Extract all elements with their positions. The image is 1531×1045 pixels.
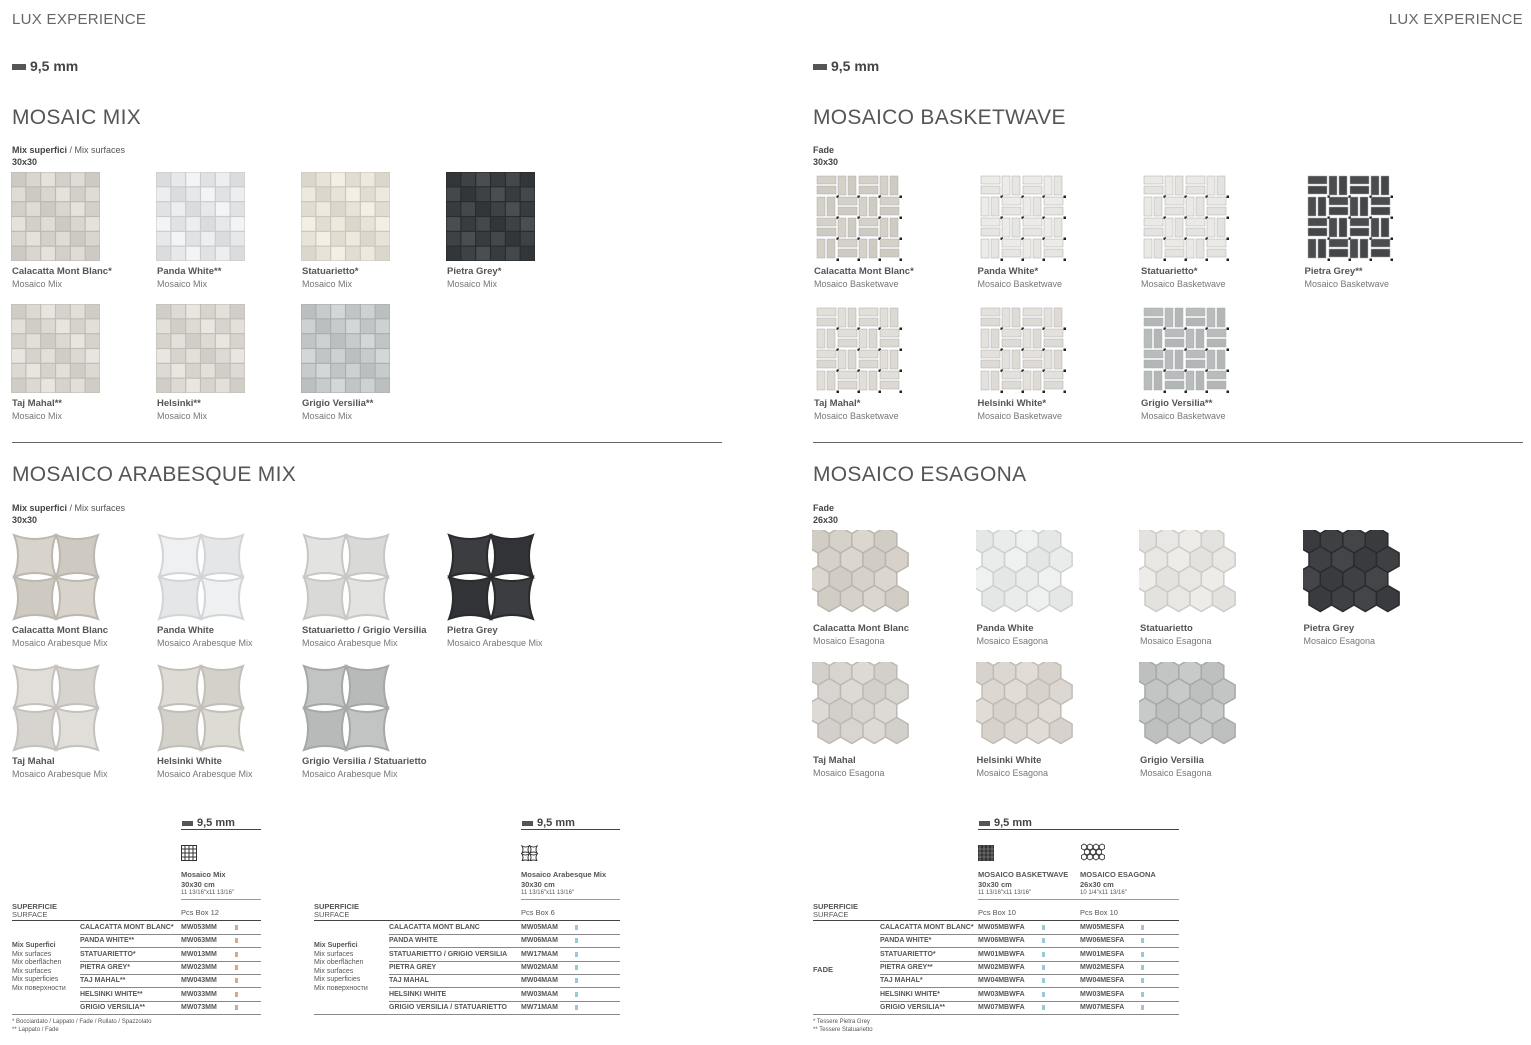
- product-desc: Mosaico Basketwave: [1141, 411, 1226, 421]
- product-name: Statuarietto*: [302, 266, 359, 277]
- product-name: Taj Mahal**: [12, 398, 62, 409]
- table-row-code: MW05MBWFA: [978, 924, 1025, 931]
- finish-swatch: [575, 965, 578, 970]
- product-name: Pietra Grey**: [1304, 266, 1363, 277]
- table3-group-label: FADE: [813, 965, 834, 974]
- table-row-code: MW05MAM: [521, 924, 558, 931]
- product-name: Helsinki White: [157, 756, 222, 767]
- product-desc: Mosaico Arabesque Mix: [12, 638, 108, 648]
- finish-swatch: [1042, 952, 1045, 957]
- product-name: Pietra Grey: [1303, 623, 1355, 634]
- finish-swatch: [575, 992, 578, 997]
- product-desc: Mosaico Arabesque Mix: [157, 769, 253, 779]
- finish-swatch: [1141, 992, 1144, 997]
- tile-swatch-arabesque-3: [446, 532, 541, 623]
- tile-swatch-arabesque-5: [156, 663, 251, 754]
- product-desc: Mosaico Esagona: [976, 636, 1049, 646]
- product-name: Grigio Versilia**: [302, 398, 374, 409]
- table-row-code: MW07MBWFA: [978, 1003, 1025, 1011]
- product-name: Pietra Grey*: [447, 266, 502, 277]
- table-row-name: TAJ MAHAL*: [880, 977, 923, 985]
- basketwave-icon: [978, 845, 994, 861]
- table-row-name: HELSINKI WHITE: [389, 990, 447, 998]
- product-desc: Mosaico Mix: [157, 411, 208, 421]
- table1-surface: SURFACE: [12, 910, 48, 919]
- tile-swatch-basketwave-5: [977, 304, 1072, 395]
- table2-group-label: Mix Superfici Mix surfaces Mix oberflächen Mix surfaces Mix superficies Mix поверхности: [314, 942, 368, 992]
- brand-left: LUX EXPERIENCE: [12, 11, 147, 28]
- table-row-code: MW03MAM: [521, 990, 558, 998]
- arabesque-icon: [521, 845, 538, 861]
- product-desc: Mosaico Mix: [447, 279, 498, 289]
- product-name: Calacatta Mont Blanc: [813, 623, 910, 634]
- section-sub-esagona: Fade 26x30: [813, 503, 839, 525]
- product-name: Grigio Versilia**: [1141, 398, 1213, 409]
- table2-pcs: Pcs Box 6: [521, 908, 555, 917]
- product-desc: Mosaico Arabesque Mix: [302, 638, 398, 648]
- product-desc: Mosaico Basketwave: [814, 411, 899, 421]
- product-name: Pietra Grey: [447, 625, 498, 636]
- finish-swatch: [1141, 952, 1144, 957]
- product-name: Taj Mahal: [12, 756, 55, 767]
- table-row-name: TAJ MAHAL**: [80, 977, 126, 985]
- finish-swatch: [1042, 978, 1045, 983]
- table3-product2-size-in: 10 1/4"x11 13/16": [1080, 890, 1127, 896]
- product-desc: Mosaico Esagona: [1140, 768, 1212, 778]
- tile-swatch-arabesque-2: [301, 532, 396, 623]
- table2-size-in: 11 13/16"x11 13/16": [521, 890, 575, 896]
- finish-swatch: [1042, 965, 1045, 970]
- table1-group-label: Mix Superfici Mix surfaces Mix oberflächen Mix surfaces Mix superficies Mix поверхности: [12, 942, 66, 992]
- product-desc: Mosaico Mix: [12, 279, 63, 289]
- product-name: Taj Mahal: [813, 755, 856, 766]
- table3-product2-size: 26x30 cm: [1080, 880, 1114, 889]
- tile-swatch-mosaic_mix-4: [11, 304, 106, 395]
- product-desc: Mosaico Basketwave: [977, 411, 1063, 421]
- tile-swatch-esagona-1: [976, 530, 1082, 620]
- table-row-code: MW06MAM: [521, 937, 558, 945]
- tile-swatch-esagona-5: [976, 662, 1082, 752]
- table2-surface: SURFACE: [314, 910, 350, 919]
- product-name: Panda White*: [977, 266, 1039, 277]
- tile-swatch-esagona-4: [812, 662, 918, 752]
- tile-swatch-basketwave-4: [813, 304, 908, 395]
- table-row-name: PANDA WHITE*: [880, 937, 932, 945]
- product-name: Statuarietto: [1140, 623, 1193, 634]
- table-row-name: PIETRA GREY**: [880, 963, 933, 971]
- table-row-code: MW03MESFA: [1080, 990, 1125, 998]
- table-row-name: GRIGIO VERSILIA**: [880, 1003, 945, 1011]
- product-name: Statuarietto*: [1141, 266, 1198, 277]
- table-row-name: STATUARIETTO*: [880, 950, 936, 958]
- product-name: Grigio Versilia: [1140, 755, 1204, 766]
- thickness-label-right: 9,5 mm: [813, 58, 879, 74]
- tile-swatch-esagona-6: [1139, 662, 1245, 752]
- product-name: Grigio Versilia / Statuarietto: [302, 756, 427, 767]
- table-row-code: MW043MM: [181, 977, 217, 985]
- table2-size: 30x30 cm: [521, 880, 555, 889]
- table3-thickness: 9,5 mm: [979, 817, 1032, 829]
- product-desc: Mosaico Basketwave: [814, 279, 899, 289]
- product-desc: Mosaico Mix: [302, 411, 353, 421]
- product-desc: Mosaico Mix: [157, 279, 208, 289]
- section-title-mosaic-mix: MOSAIC MIX: [12, 106, 142, 129]
- table1-product: Mosaico Mix: [181, 870, 226, 879]
- section-title-basketwave: MOSAICO BASKETWAVE: [813, 106, 1066, 129]
- product-desc: Mosaico Basketwave: [977, 279, 1063, 289]
- finish-swatch: [575, 1005, 578, 1010]
- product-desc: Mosaico Esagona: [813, 768, 885, 778]
- grid-mosaic-icon: [181, 845, 197, 861]
- section-title-arabesque: MOSAICO ARABESQUE MIX: [12, 463, 297, 486]
- table-row-name: CALACATTA MONT BLANC: [389, 924, 480, 931]
- tile-swatch-arabesque-4: [11, 663, 106, 754]
- table-row-name: PANDA WHITE**: [80, 937, 135, 945]
- tile-swatch-basketwave-2: [1140, 172, 1235, 263]
- table1-notes: * Bocciardato / Lappato / Fade / Rullato / Spazzolato ** Lappato / Fade: [12, 1019, 152, 1033]
- finish-swatch: [1042, 1005, 1045, 1010]
- table3-pcs2: Pcs Box 10: [1080, 908, 1118, 917]
- product-desc: Mosaico Arabesque Mix: [157, 638, 253, 648]
- section-sub-mosaic-mix: Mix superfici / Mix surfaces 30x30: [12, 145, 126, 167]
- table-row-name: CALACATTA MONT BLANC*: [880, 924, 974, 931]
- product-name: Calacatta Mont Blanc: [12, 625, 109, 636]
- tile-swatch-basketwave-1: [977, 172, 1072, 263]
- section-sub-basketwave: Fade 30x30: [813, 145, 839, 167]
- table3-pcs1: Pcs Box 10: [978, 908, 1016, 917]
- table1-superficie: SUPERFICIE: [12, 902, 58, 911]
- finish-swatch: [1141, 978, 1144, 983]
- table-row-code: MW073MM: [181, 1003, 217, 1011]
- finish-swatch: [1141, 938, 1144, 943]
- thickness-label-left: 9,5 mm: [12, 58, 78, 74]
- product-desc: Mosaico Mix: [302, 279, 353, 289]
- product-name: Calacatta Mont Blanc*: [12, 266, 112, 277]
- product-desc: Mosaico Esagona: [1140, 636, 1212, 646]
- product-name: Panda White**: [157, 266, 222, 277]
- finish-swatch: [1042, 992, 1045, 997]
- table-row-code: MW063MM: [181, 937, 217, 945]
- product-name: Panda White: [976, 623, 1034, 634]
- section-title-esagona: MOSAICO ESAGONA: [813, 463, 1027, 486]
- table-row-code: MW033MM: [181, 990, 217, 998]
- table-row-code: MW04MAM: [521, 977, 558, 985]
- finish-swatch: [235, 965, 238, 970]
- tile-swatch-arabesque-1: [156, 532, 251, 623]
- table-row-code: MW03MBWFA: [978, 990, 1025, 998]
- hexagon-icon: [1080, 843, 1106, 862]
- table-row-name: STATUARIETTO*: [80, 950, 136, 958]
- product-name: Helsinki White: [976, 755, 1042, 766]
- table3-superficie: SUPERFICIE: [813, 902, 859, 911]
- table2-product: Mosaico Arabesque Mix: [521, 870, 607, 879]
- finish-swatch: [575, 938, 578, 943]
- table-row-name: GRIGIO VERSILIA**: [80, 1003, 145, 1011]
- product-desc: Mosaico Esagona: [813, 636, 885, 646]
- tile-swatch-esagona-0: [812, 530, 918, 620]
- finish-swatch: [1141, 925, 1144, 930]
- table3-product1: MOSAICO BASKETWAVE: [978, 870, 1069, 879]
- table3-product1-size: 30x30 cm: [978, 880, 1012, 889]
- finish-swatch: [575, 952, 578, 957]
- table-row-name: PIETRA GREY: [389, 963, 437, 971]
- table-row-code: MW05MESFA: [1080, 924, 1125, 931]
- finish-swatch: [235, 925, 238, 930]
- table-row-code: MW02MBWFA: [978, 963, 1025, 971]
- table1-size-in: 11 13/16"x11 13/16": [181, 890, 235, 896]
- finish-swatch: [235, 952, 238, 957]
- table2-superficie: SUPERFICIE: [314, 902, 360, 911]
- table3-product2: MOSAICO ESAGONA: [1080, 870, 1156, 879]
- finish-swatch: [1141, 1005, 1144, 1010]
- section-sub-arabesque: Mix superfici / Mix surfaces 30x30: [12, 503, 126, 525]
- table-row-name: PIETRA GREY*: [80, 963, 130, 971]
- finish-swatch: [235, 978, 238, 983]
- table2-thickness: 9,5 mm: [522, 817, 575, 829]
- product-name: Calacatta Mont Blanc*: [814, 266, 914, 277]
- table-row-name: CALACATTA MONT BLANC*: [80, 924, 174, 931]
- product-desc: Mosaico Esagona: [1303, 636, 1376, 646]
- divider-right: [813, 442, 1523, 443]
- table-row-code: MW71MAM: [521, 1003, 558, 1011]
- table1-size: 30x30 cm: [181, 880, 215, 889]
- table1-pcs: Pcs Box 12: [181, 908, 219, 917]
- product-desc: Mosaico Esagona: [976, 768, 1049, 778]
- tile-swatch-mosaic_mix-0: [11, 172, 106, 263]
- table-row-name: STATUARIETTO / GRIGIO VERSILIA: [389, 950, 508, 958]
- table-row-code: MW17MAM: [521, 950, 558, 958]
- table-row-code: MW023MM: [181, 963, 217, 971]
- table3-notes: * Tessere Pietra Grey ** Tessere Statuarietto: [813, 1019, 873, 1033]
- table3-surface: SURFACE: [813, 910, 849, 919]
- table-row-code: MW053MM: [181, 924, 217, 931]
- tile-swatch-mosaic_mix-2: [301, 172, 396, 263]
- tile-swatch-mosaic_mix-3: [446, 172, 541, 263]
- product-desc: Mosaico Mix: [12, 411, 63, 421]
- table-row-name: PANDA WHITE: [389, 937, 438, 945]
- tile-swatch-basketwave-0: [813, 172, 908, 263]
- table-row-code: MW06MBWFA: [978, 937, 1025, 945]
- product-desc: Mosaico Arabesque Mix: [12, 769, 108, 779]
- table-row-code: MW01MBWFA: [978, 950, 1025, 958]
- tile-swatch-mosaic_mix-1: [156, 172, 251, 263]
- tile-swatch-arabesque-0: [11, 532, 106, 623]
- finish-swatch: [235, 1005, 238, 1010]
- finish-swatch: [575, 925, 578, 930]
- table-row-code: MW013MM: [181, 950, 217, 958]
- brand-right: LUX EXPERIENCE: [1388, 11, 1523, 28]
- table-row-code: MW07MESFA: [1080, 1003, 1125, 1011]
- finish-swatch: [575, 978, 578, 983]
- tile-swatch-mosaic_mix-6: [301, 304, 396, 395]
- finish-swatch: [1042, 938, 1045, 943]
- finish-swatch: [1042, 925, 1045, 930]
- tile-swatch-esagona-2: [1139, 530, 1245, 620]
- product-desc: Mosaico Arabesque Mix: [447, 638, 543, 648]
- tile-swatch-basketwave-3: [1304, 172, 1399, 263]
- table-row-code: MW04MBWFA: [978, 977, 1025, 985]
- finish-swatch: [1141, 965, 1144, 970]
- table3-product1-size-in: 11 13/16"x11 13/16": [978, 890, 1032, 896]
- tile-swatch-mosaic_mix-5: [156, 304, 251, 395]
- table-row-code: MW01MESFA: [1080, 950, 1125, 958]
- product-desc: Mosaico Basketwave: [1141, 279, 1226, 289]
- product-name: Taj Mahal*: [814, 398, 861, 409]
- tile-swatch-arabesque-6: [301, 663, 396, 754]
- finish-swatch: [235, 938, 238, 943]
- table-row-code: MW04MESFA: [1080, 977, 1125, 985]
- table-row-name: GRIGIO VERSILIA / STATUARIETTO: [389, 1003, 507, 1011]
- product-desc: Mosaico Arabesque Mix: [302, 769, 398, 779]
- table-row-name: HELSINKI WHITE**: [80, 990, 143, 998]
- product-name: Helsinki White*: [977, 398, 1047, 409]
- table-row-code: MW02MAM: [521, 963, 558, 971]
- table-row-code: MW02MESFA: [1080, 963, 1125, 971]
- tile-swatch-esagona-3: [1303, 530, 1409, 620]
- product-name: Panda White: [157, 625, 215, 636]
- tile-swatch-basketwave-6: [1140, 304, 1235, 395]
- table-row-code: MW06MESFA: [1080, 937, 1125, 945]
- table-row-name: HELSINKI WHITE*: [880, 990, 940, 998]
- divider-left: [12, 442, 722, 443]
- product-name: Helsinki**: [157, 398, 201, 409]
- product-desc: Mosaico Basketwave: [1304, 279, 1390, 289]
- product-name: Statuarietto / Grigio Versilia: [302, 625, 427, 636]
- table1-thickness: 9,5 mm: [182, 817, 235, 829]
- finish-swatch: [235, 992, 238, 997]
- table-row-name: TAJ MAHAL: [389, 977, 429, 985]
